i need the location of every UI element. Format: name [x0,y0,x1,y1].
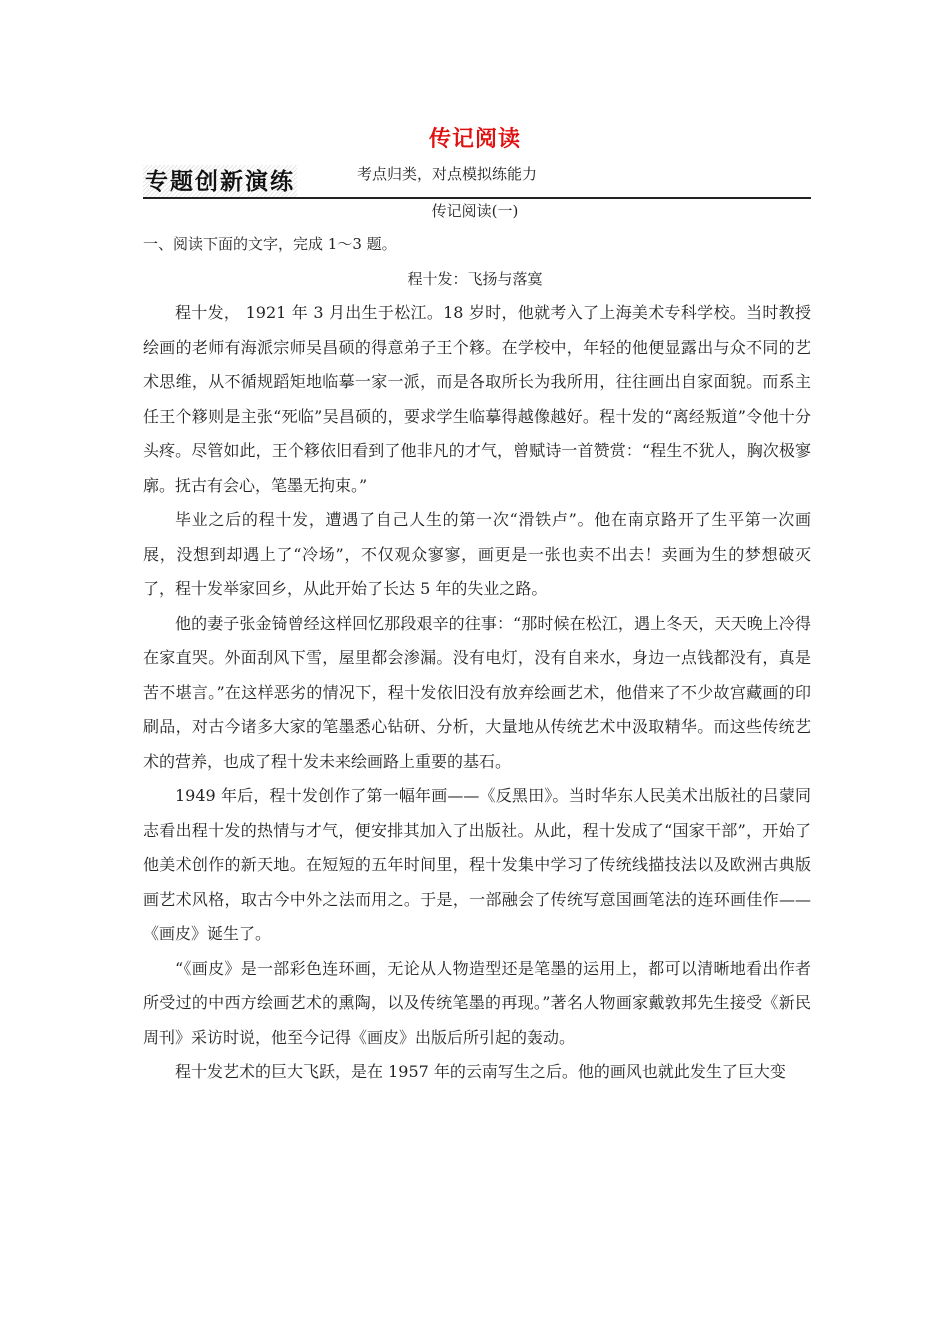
article-paragraph: “《画皮》是一部彩色连环画，无论从人物造型还是笔墨的运用上，都可以清晰地看出作者所受过的中西方绘画艺术的熏陶，以及传统笔墨的再现。”著名人物画家戴敦邦先生接受《新民周刊》采访时说，他至今记得《画皮》出版后所引起的轰动。 [143,958,811,1047]
section-title: 传记阅读(一) [431,202,519,220]
article-title: 程十发：飞扬与落寞 [407,270,543,288]
page-title: 传记阅读 [428,127,521,152]
question-instruction: 一、阅读下面的文字，完成 1～3 题。 [143,235,397,253]
article-body [143,296,811,1090]
article-paragraph: 他的妻子张金锜曾经这样回忆那段艰辛的往事：“那时候在松江，遇上冬天，天天晚上冷得在家直哭。外面刮风下雪，屋里都会渗漏。没有电灯，没有自来水，身边一点钱都没有，真是苦不堪言。”在这样恶劣的情况下，程十发依旧没有放弃绘画艺术，他借来了不少故宫藏画的印刷品，对古今诸多大家的笔墨悉心钻研、分析，大量地从传统艺术中汲取精华。而这些传统艺术的营养，也成了程十发未来绘画路上重要的基石。 [143,613,811,771]
article-paragraph: 毕业之后的程十发，遭遇了自己人生的第一次“滑铁卢”。他在南京路开了生平第一次画展，没想到却遇上了“冷场”，不仅观众寥寥，画更是一张也卖不出去！卖画为生的梦想破灭了，程十发举家回乡，从此开始了长达 5 年的失业之路。 [143,510,811,598]
banner-label: 专题创新演练 [143,165,297,197]
section-banner [143,165,811,201]
article-paragraph: 1949 年后，程十发创作了第一幅年画——《反黑田》。当时华东人民美术出版社的吕蒙同志看出程十发的热情与才气，便安排其加入了出版社。从此，程十发成了“国家干部”，开始了他美术创作的新天地。在短短的五年时间里，程十发集中学习了传统线描技法以及欧洲古典版画艺术风格，取古今中外之法而用之。于是，一部融会了传统写意国画笔法的连环画佳作——《画皮》诞生了。 [143,786,811,943]
article-paragraph: 程十发艺术的巨大飞跃，是在 1957 年的云南写生之后。他的画风也就此发生了巨大变 [175,1062,786,1081]
banner-divider [143,197,811,199]
banner-subtitle: 考点归类，对点模拟练能力 [357,165,538,183]
article-paragraph: 程十发， 1921 年 3 月出生于松江。18 岁时，他就考入了上海美术专科学校。当时教授绘画的老师有海派宗师吴昌硕的得意弟子王个簃。在学校中，年轻的他便显露出与众不同的艺术思维，从不循规蹈矩地临摹一家一派，而是各取所长为我所用，往往画出自家面貌。而系主任王个簃则是主张“死临”吴昌硕的，要求学生临摹得越像越好。程十发的“离经叛道”令他十分头疼。尽管如此，王个簃依旧看到了他非凡的才气，曾赋诗一首赞赏：“程生不犹人，胸次极寥廓。抚古有会心，笔墨无拘束。” [143,303,811,495]
